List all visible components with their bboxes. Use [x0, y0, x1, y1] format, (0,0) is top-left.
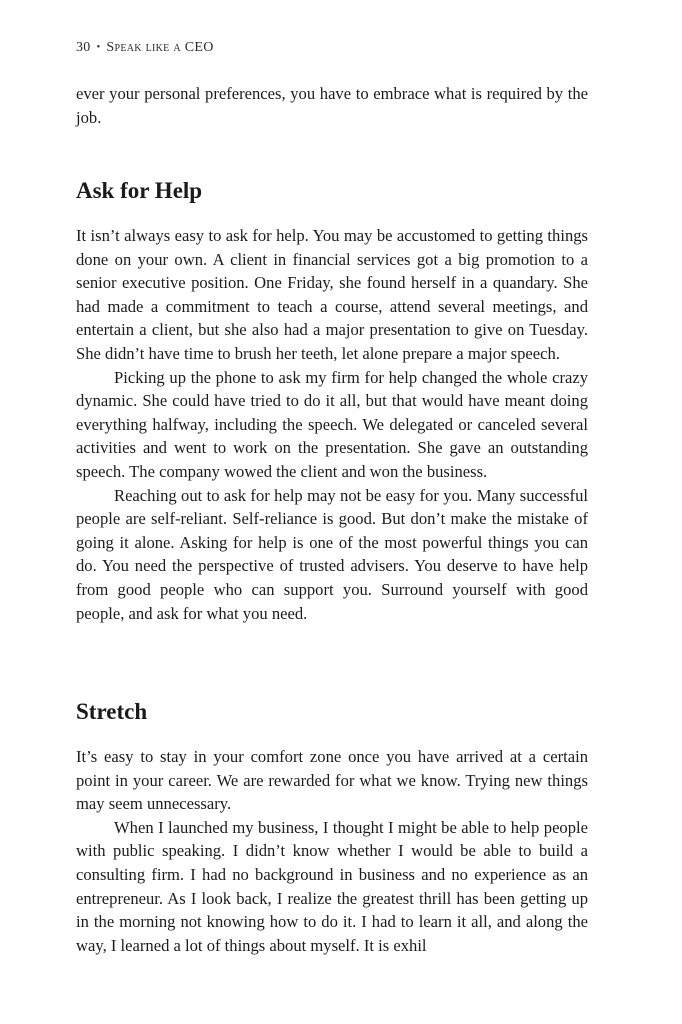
section-heading-ask-for-help: Ask for Help — [76, 178, 203, 203]
page-number: 30 — [76, 40, 91, 55]
book-title: Speak like a CEO — [106, 40, 214, 55]
section-stretch-body — [76, 745, 588, 957]
paragraph: It’s easy to stay in your comfort zone once you have arrived at a certain point in your career. We are rewarded for what we know. Trying new things may seem unnecessary. — [76, 747, 588, 814]
intro-text-block — [76, 82, 588, 129]
paragraph: It isn’t always easy to ask for help. You may be accustomed to getting things done on your own. A client in financial services got a big promotion to a senior executive position. One Friday, she found herself in a quandary. She had made a commitment to teach a course, attend several meetings, and entertain a client, but she also had a major presentation to give on Tuesday. She didn’t have time to brush her teeth, let alone prepare a major speech. — [76, 226, 588, 363]
running-head — [76, 40, 214, 56]
intro-paragraph: ever your personal preferences, you have to embrace what is required by the job. — [76, 84, 588, 127]
section-heading-stretch: Stretch — [76, 699, 148, 724]
section-ask-for-help-body — [76, 224, 588, 625]
paragraph: Picking up the phone to ask my firm for help changed the whole crazy dynamic. She could have tried to do it all, but that would have meant doing everything halfway, including the speech. We delegated or canceled several activities and went to work on the presentation. She gave an outstanding speech. The company wowed the client and won the business. — [76, 367, 588, 481]
separator-bullet: • — [96, 42, 101, 53]
paragraph: When I launched my business, I thought I might be able to help people with public speaking. I didn’t know whether I would be able to build a consulting firm. I had no background in business and no experience as an entrepreneur. As I look back, I realize the greatest thrill has been getting up in the morning not knowing how to do it. I had to learn it all, and along the way, I learned a lot of things about myself. It is exhil — [76, 817, 588, 955]
paragraph: Reaching out to ask for help may not be easy for you. Many successful people are self-reliant. Self-reliance is good. But don’t make the mistake of going it alone. Asking for help is one of the most powerful things you can do. You need the perspective of trusted advisers. You deserve to have help from good people who can support you. Surround yourself with good people, and ask for what you need. — [76, 485, 588, 623]
